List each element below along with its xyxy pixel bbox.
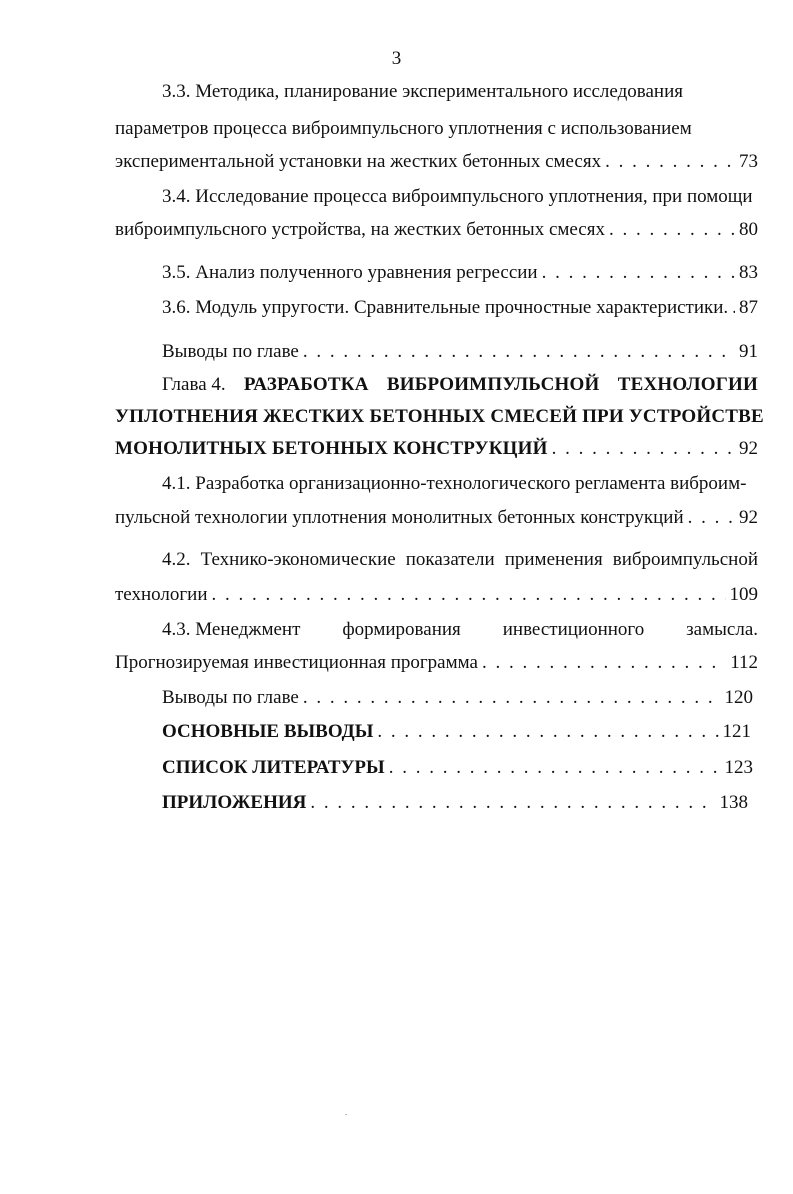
dot-leader bbox=[377, 720, 718, 744]
toc-entry-3-5 bbox=[115, 261, 758, 285]
toc-entry-3-3-line3 bbox=[115, 150, 758, 174]
toc-entry-4-3-line1 bbox=[115, 618, 758, 642]
toc-page-number: 121 bbox=[722, 721, 751, 742]
dot-leader bbox=[310, 791, 715, 815]
dot-leader bbox=[303, 340, 735, 364]
toc-entry-3-3-line2: параметров процесса виброимпульсного уплотнения с использованием bbox=[115, 118, 692, 139]
dot-leader bbox=[688, 506, 735, 530]
toc-page-number: 109 bbox=[729, 584, 758, 605]
dot-leader bbox=[732, 296, 735, 320]
dot-leader bbox=[609, 218, 735, 242]
toc-page-number: 138 bbox=[719, 792, 748, 813]
chapter-title-word: РАЗРАБОТКА bbox=[243, 374, 369, 395]
toc-word: замысла. bbox=[686, 619, 758, 640]
toc-entry-text: виброимпульсного устройства, на жестких бетонных смесях bbox=[115, 219, 605, 240]
toc-entry-3-4-line2 bbox=[115, 218, 758, 242]
toc-page-number: 112 bbox=[730, 652, 758, 673]
toc-chapter-4-line1 bbox=[115, 373, 758, 397]
toc-page-number: 123 bbox=[724, 757, 753, 778]
toc-entry-text: СПИСОК ЛИТЕРАТУРЫ bbox=[162, 757, 385, 778]
dot-leader bbox=[552, 437, 735, 461]
toc-entry-references bbox=[115, 756, 753, 780]
toc-chapter-4-line2: УПЛОТНЕНИЯ ЖЕСТКИХ БЕТОННЫХ СМЕСЕЙ ПРИ УСТРОЙСТВЕ bbox=[115, 406, 764, 427]
dot-leader bbox=[212, 583, 726, 607]
toc-page-number: 87 bbox=[739, 297, 758, 318]
dot-leader bbox=[389, 756, 721, 780]
toc-entry-conclusions-4 bbox=[115, 686, 753, 710]
toc-entry-text: Выводы по главе bbox=[162, 687, 299, 708]
chapter-title-word: ВИБРОИМПУЛЬСНОЙ bbox=[386, 374, 600, 395]
toc-entry-4-1-line1: 4.1. Разработка организационно-технологического регламента виброим- bbox=[162, 473, 747, 494]
toc-page-number: 73 bbox=[739, 151, 758, 172]
toc-entry-4-3-line2 bbox=[115, 651, 758, 675]
toc-page-number: 91 bbox=[739, 341, 758, 362]
chapter-title-word: ТЕХНОЛОГИИ bbox=[617, 374, 758, 395]
toc-entry-3-6 bbox=[115, 296, 758, 320]
toc-word: применения bbox=[504, 549, 603, 570]
toc-word: 4.2. bbox=[162, 549, 191, 570]
toc-entry-4-2-line2 bbox=[115, 583, 758, 607]
toc-page-number: 80 bbox=[739, 219, 758, 240]
toc-page-number: 83 bbox=[739, 262, 758, 283]
toc-entry-main-conclusions bbox=[115, 720, 751, 744]
toc-entry-4-1-line2 bbox=[115, 506, 758, 530]
toc-word: формирования bbox=[342, 619, 461, 640]
dot-leader bbox=[542, 261, 735, 285]
toc-word: виброимпульсной bbox=[612, 549, 758, 570]
dot-leader bbox=[303, 686, 721, 710]
toc-word: показатели bbox=[405, 549, 495, 570]
toc-word: 4.3. Менеджмент bbox=[162, 619, 301, 640]
toc-page-number: 92 bbox=[739, 438, 758, 459]
toc-page-number: 120 bbox=[724, 687, 753, 708]
toc-entry-text: Выводы по главе bbox=[162, 341, 299, 362]
toc-entry-3-3-line1: 3.3. Методика, планирование экспериментального исследования bbox=[162, 81, 683, 102]
scan-speck bbox=[345, 1114, 347, 1115]
toc-word: Технико-экономические bbox=[200, 549, 396, 570]
dot-leader bbox=[605, 150, 735, 174]
toc-entry-text: Прогнозируемая инвестиционная программа bbox=[115, 652, 478, 673]
toc-entry-text: ПРИЛОЖЕНИЯ bbox=[162, 792, 307, 813]
chapter-prefix: Глава 4. bbox=[162, 374, 226, 395]
toc-entry-text: 3.5. Анализ полученного уравнения регрессии bbox=[162, 262, 538, 283]
toc-entry-4-2-line1 bbox=[115, 548, 758, 572]
toc-entry-text: экспериментальной установки на жестких бетонных смесях bbox=[115, 151, 602, 172]
toc-entry-text: ОСНОВНЫЕ ВЫВОДЫ bbox=[162, 721, 374, 742]
toc-entry-appendices bbox=[115, 791, 748, 815]
toc-chapter-4-line3 bbox=[115, 437, 758, 461]
dot-leader bbox=[482, 651, 726, 675]
toc-entry-conclusions-3 bbox=[115, 340, 758, 364]
toc-entry-text: МОНОЛИТНЫХ БЕТОННЫХ КОНСТРУКЦИЙ bbox=[115, 438, 548, 459]
toc-page-number: 92 bbox=[739, 507, 758, 528]
page-number: 3 bbox=[391, 48, 402, 69]
toc-entry-text: пульсной технологии уплотнения монолитных бетонных конструкций bbox=[115, 507, 684, 528]
toc-word: инвестиционного bbox=[502, 619, 645, 640]
toc-entry-text: технологии bbox=[115, 584, 208, 605]
toc-entry-3-4-line1: 3.4. Исследование процесса виброимпульсного уплотнения, при помощи bbox=[162, 186, 753, 207]
toc-entry-text: 3.6. Модуль упругости. Сравнительные прочностные характеристики. bbox=[162, 297, 729, 318]
